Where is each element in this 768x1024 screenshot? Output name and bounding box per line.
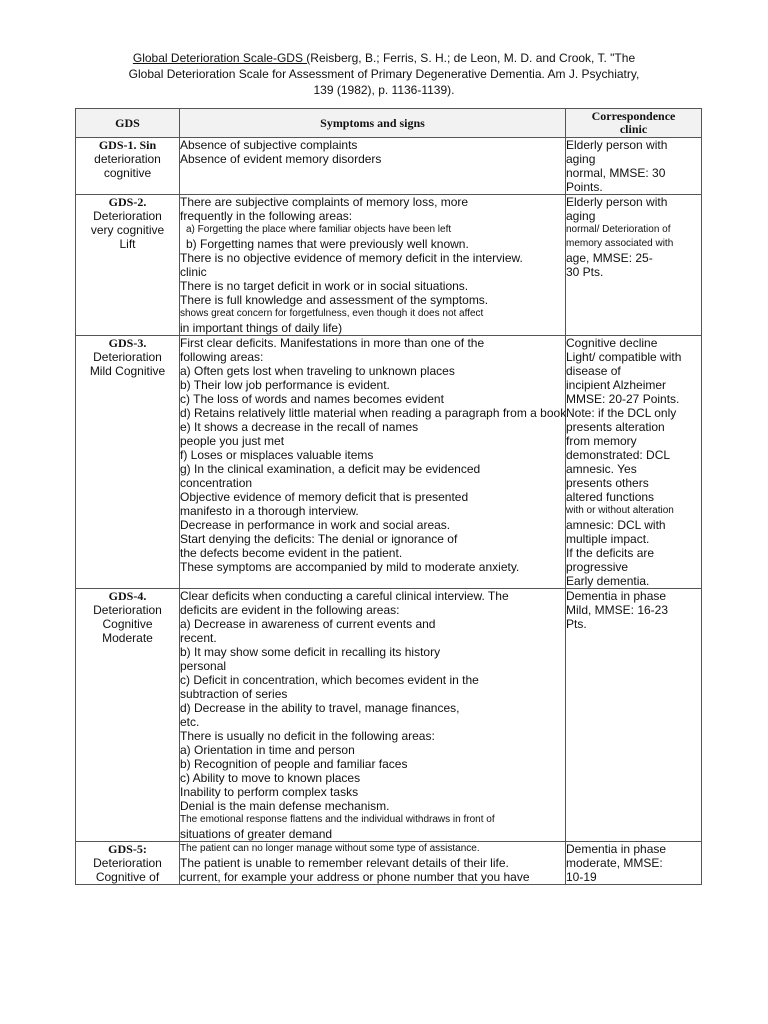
clinic-line: Cognitive decline	[566, 336, 658, 350]
header-correspondence-line2: clinic	[619, 122, 648, 136]
symptom-line: situations of greater demand	[180, 827, 333, 841]
stage-name-line: Cognitive of	[95, 870, 160, 884]
header-correspondence	[566, 109, 702, 138]
citation-line-3: 139 (1982), p. 1136-1139).	[313, 83, 455, 97]
symptom-line: Inability to perform complex tasks	[180, 785, 359, 799]
symptom-line: Absence of subjective complaints	[180, 138, 358, 152]
symptom-line: Absence of evident memory disorders	[180, 152, 382, 166]
gds-table	[75, 108, 702, 885]
clinic-line: MMSE: 20-27 Points.	[566, 392, 680, 406]
clinic-cell	[566, 336, 702, 589]
symptom-line: recent.	[180, 631, 217, 645]
symptom-line: The emotional response flattens and the individual withdraws in front of	[180, 814, 495, 825]
symptom-line: The patient can no longer manage without some type of assistance.	[180, 843, 480, 854]
symptom-line: concentration	[180, 476, 253, 490]
clinic-cell	[566, 195, 702, 336]
symptom-line: personal	[180, 659, 227, 673]
stage-name-line: Lift	[119, 237, 136, 251]
symptom-line: Start denying the deficits: The denial or ignorance of	[180, 532, 458, 546]
clinic-line: age, MMSE: 25-	[566, 251, 653, 265]
symptom-line: c) Deficit in concentration, which becomes evident in the	[180, 673, 479, 687]
clinic-cell	[566, 842, 702, 885]
symptom-line: a) Orientation in time and person	[180, 743, 355, 757]
clinic-line: normal, MMSE: 30	[566, 166, 666, 180]
symptom-line: a) Forgetting the place where familiar objects have been left	[186, 224, 452, 235]
stage-id: GDS-5:	[108, 842, 147, 856]
citation-title-underlined: Global Deterioration Scale-GDS (	[132, 51, 311, 65]
symptom-line: d) Decrease in the ability to travel, manage finances,	[180, 701, 460, 715]
symptom-line: e) It shows a decrease in the recall of names	[180, 420, 419, 434]
stage-cell	[76, 195, 180, 336]
clinic-line: 30 Pts.	[566, 265, 604, 279]
symptom-line: manifesto in a thorough interview.	[180, 504, 359, 518]
header-correspondence-line1: Correspondence	[591, 109, 676, 123]
clinic-line: Points.	[566, 180, 603, 194]
stage-name-line: Moderate	[102, 631, 153, 645]
stage-id: GDS-2.	[108, 195, 147, 209]
symptom-line: current, for example your address or phone number that you have	[180, 870, 530, 884]
stage-cell	[76, 842, 180, 885]
stage-name-line: Deterioration	[93, 350, 162, 364]
symptom-line: the defects become evident in the patient.	[180, 546, 403, 560]
clinic-line: 10-19	[566, 870, 597, 884]
symptom-line: people you just met	[180, 434, 285, 448]
stage-name-line: Deterioration	[93, 856, 162, 870]
clinic-line: disease of	[566, 364, 621, 378]
table-body	[76, 138, 702, 885]
symptom-line: b) Recognition of people and familiar faces	[180, 757, 408, 771]
stage-cell	[76, 138, 180, 195]
symptom-line: f) Loses or misplaces valuable items	[180, 448, 374, 462]
symptoms-cell	[180, 842, 566, 885]
clinic-line: aging	[566, 209, 596, 223]
symptom-line: etc.	[180, 715, 200, 729]
clinic-line: progressive	[566, 560, 629, 574]
clinic-line: from memory	[566, 434, 637, 448]
symptom-line: There is no target deficit in work or in social situations.	[180, 279, 469, 293]
stage-name-line: Mild Cognitive	[89, 364, 166, 378]
symptom-line: in important things of daily life)	[180, 321, 343, 335]
stage-name-line: very cognitive	[90, 223, 165, 237]
symptoms-cell	[180, 195, 566, 336]
stage-id: GDS-1. Sin	[98, 138, 157, 152]
citation-authors: Reisberg, B.; Ferris, S. H.; de Leon, M. D. and Crook, T. "The	[310, 51, 636, 65]
symptom-line: First clear deficits. Manifestations in more than one of the	[180, 336, 485, 350]
clinic-line: memory associated with	[566, 238, 674, 249]
symptom-line: There is no objective evidence of memory deficit in the interview.	[180, 251, 523, 265]
stage-id: GDS-4.	[108, 589, 147, 603]
symptom-line: subtraction of series	[180, 687, 288, 701]
symptom-line: Decrease in performance in work and social areas.	[180, 518, 451, 532]
clinic-line: aging	[566, 152, 596, 166]
clinic-line: Mild, MMSE: 16-23	[566, 603, 669, 617]
clinic-line: Elderly person with	[566, 138, 668, 152]
symptom-line: There is full knowledge and assessment of the symptoms.	[180, 293, 489, 307]
table-row	[76, 842, 702, 885]
symptoms-cell	[180, 589, 566, 842]
symptom-line: Denial is the main defense mechanism.	[180, 799, 390, 813]
symptom-line: b) It may show some deficit in recalling its history	[180, 645, 441, 659]
symptom-line: There is usually no deficit in the following areas:	[180, 729, 435, 743]
citation-line-1	[100, 50, 668, 66]
clinic-line: Pts.	[566, 617, 587, 631]
stage-id: GDS-3.	[108, 336, 147, 350]
citation-line-2: Global Deterioration Scale for Assessment of Primary Degenerative Dementia. Am J. Psychiatry,	[128, 67, 640, 81]
clinic-line: normal/ Deterioration of	[566, 224, 671, 235]
symptom-line: The patient is unable to remember relevant details of their life.	[180, 856, 509, 870]
symptom-line: Clear deficits when conducting a careful clinical interview. The	[180, 589, 509, 603]
symptom-line: b) Forgetting names that were previously well known.	[186, 237, 469, 251]
table-row	[76, 138, 702, 195]
symptom-line: a) Decrease in awareness of current events and	[180, 617, 436, 631]
symptom-line: a) Often gets lost when traveling to unknown places	[180, 364, 455, 378]
clinic-line: Note: if the DCL only	[566, 406, 677, 420]
symptom-line: b) Their low job performance is evident.	[180, 378, 390, 392]
clinic-line: presents others	[566, 476, 649, 490]
stage-name-line: deterioration	[94, 152, 161, 166]
symptom-line: c) The loss of words and names becomes evident	[180, 392, 444, 406]
symptom-line: d) Retains relatively little material when reading a paragraph from a book	[180, 406, 567, 420]
clinic-line: presents alteration	[566, 420, 665, 434]
clinic-line: amnesic: DCL with	[566, 518, 666, 532]
symptom-line: c) Ability to move to known places	[180, 771, 361, 785]
table-row	[76, 336, 702, 589]
stage-cell	[76, 336, 180, 589]
clinic-line: multiple impact.	[566, 532, 650, 546]
clinic-line: Early dementia.	[566, 574, 650, 588]
symptoms-cell	[180, 336, 566, 589]
symptom-line: deficits are evident in the following areas:	[180, 603, 400, 617]
clinic-cell	[566, 138, 702, 195]
clinic-line: amnesic. Yes	[566, 462, 637, 476]
symptom-line: g) In the clinical examination, a deficit may be evidenced	[180, 462, 481, 476]
symptom-line: frequently in the following areas:	[180, 209, 353, 223]
symptom-line: clinic	[180, 265, 207, 279]
clinic-cell	[566, 589, 702, 842]
clinic-line: Dementia in phase	[566, 589, 667, 603]
clinic-line: incipient Alzheimer	[566, 378, 667, 392]
symptom-line: shows great concern for forgetfulness, even though it does not affect	[180, 308, 484, 319]
clinic-line: Dementia in phase	[566, 842, 667, 856]
clinic-line: with or without alteration	[566, 505, 674, 516]
symptom-line: Objective evidence of memory deficit that is presented	[180, 490, 469, 504]
symptoms-cell	[180, 138, 566, 195]
clinic-line: If the deficits are	[566, 546, 655, 560]
stage-name-line: Cognitive	[102, 617, 153, 631]
symptom-line: These symptoms are accompanied by mild to moderate anxiety.	[180, 560, 520, 574]
table-header-row	[76, 109, 702, 138]
citation	[100, 50, 668, 98]
symptom-line: following areas:	[180, 350, 264, 364]
stage-name-line: cognitive	[103, 166, 152, 180]
clinic-line: moderate, MMSE:	[566, 856, 663, 870]
table-row	[76, 195, 702, 336]
clinic-line: Elderly person with	[566, 195, 668, 209]
stage-cell	[76, 589, 180, 842]
header-gds: GDS	[76, 109, 180, 138]
symptom-line: There are subjective complaints of memory loss, more	[180, 195, 469, 209]
table-row	[76, 589, 702, 842]
stage-name-line: Deterioration	[93, 603, 162, 617]
clinic-line: altered functions	[566, 490, 655, 504]
clinic-line: Light/ compatible with	[566, 350, 682, 364]
clinic-line: demonstrated: DCL	[566, 448, 671, 462]
header-symptoms: Symptoms and signs	[180, 109, 566, 138]
stage-name-line: Deterioration	[93, 209, 162, 223]
